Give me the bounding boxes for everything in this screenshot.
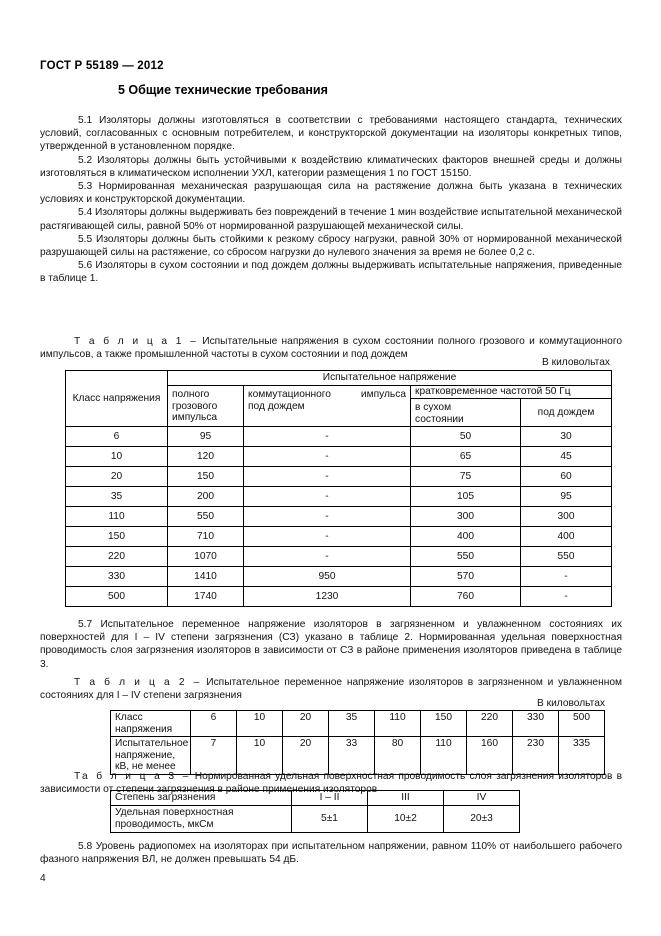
table1-header-switching-line1b: импульса	[360, 389, 406, 400]
cell-lightning: 710	[168, 527, 244, 547]
clause-5-4: 5.4 Изоляторы должны выдерживать без повреждений в течение 1 мин воздействие испытательной механической растягивающей силы, равной 50% от нормированной разрушающей механической силы.	[40, 207, 623, 232]
cell-value: 7	[191, 737, 237, 775]
clause-5-1: 5.1 Изоляторы должны изготовляться в соответствии с требованиями настоящего стандарта, технических условий, согласованных с основным потребителем, и конструкторской документации на изоляторы конкретных типов, утвержденной в установленном порядке.	[40, 115, 622, 153]
cell-lightning: 150	[168, 467, 244, 487]
cell-class: 500	[66, 587, 168, 607]
cell-lightning: 1070	[168, 547, 244, 567]
cell-rain: 60	[521, 467, 612, 487]
table-1	[65, 370, 612, 607]
cell-value: 6	[191, 711, 237, 737]
standard-header: ГОСТ Р 55189 — 2012	[40, 60, 164, 72]
cell-value: 80	[375, 737, 421, 775]
table-row	[66, 507, 612, 527]
table1-header-switching	[244, 386, 411, 427]
table1-header-lightning: полного грозового импульса	[168, 386, 244, 427]
table1-header-dry-line2: состоянии	[415, 413, 464, 425]
cell-value: 330	[513, 711, 559, 737]
table-row	[66, 467, 612, 487]
cell-dry: 300	[411, 507, 521, 527]
cell-value: 150	[421, 711, 467, 737]
cell-class: 150	[66, 527, 168, 547]
table1-caption-label: Т а б л и ц а 1 –	[74, 336, 198, 347]
table-row	[66, 447, 612, 467]
table1-units-note: В киловольтах	[541, 357, 610, 368]
table3-caption-label: Та б л и ц а 3 –	[74, 771, 191, 782]
cell-lightning: 95	[168, 427, 244, 447]
table-row	[66, 527, 612, 547]
cell-switching: -	[244, 467, 411, 487]
cell-rain: 95	[521, 487, 612, 507]
table2-units-note: В киловольтах	[536, 698, 605, 709]
table-2	[110, 710, 605, 775]
cell-value: 20	[283, 737, 329, 775]
cell-dry: 65	[411, 447, 521, 467]
cell-rain: -	[521, 567, 612, 587]
cell-rain: 550	[521, 547, 612, 567]
cell-switching: -	[244, 547, 411, 567]
cell-lightning: 120	[168, 447, 244, 467]
cell-value: 500	[559, 711, 605, 737]
cell-value: III	[368, 791, 444, 806]
table2-caption-label: Т а б л и ц а 2 –	[74, 677, 202, 688]
table-row	[111, 791, 520, 806]
table1-header-power-frequency: кратковременное частотой 50 Гц	[411, 386, 612, 399]
clause-5-6: 5.6 Изоляторы в сухом состоянии и под дождем должны выдерживать испытательные напряжения, приведенные в таблице 1.	[40, 260, 622, 285]
cell-switching: -	[244, 447, 411, 467]
table1-header-test-voltage: Испытательное напряжение	[168, 371, 612, 386]
table3-caption-text: Нормированная удельная поверхностная проводимость слоя загрязнения изоляторов в зависимости от степени загрязнения в районе применения изоляторов	[40, 771, 622, 796]
cell-switching: -	[244, 527, 411, 547]
table3-row-label-conductivity: Удельная поверхностная проводимость, мкСм	[111, 806, 292, 833]
cell-rain: 300	[521, 507, 612, 527]
table3-row-label-degree: Степень загрязнения	[111, 791, 292, 806]
cell-dry: 550	[411, 547, 521, 567]
cell-switching: 1230	[244, 587, 411, 607]
cell-rain: 400	[521, 527, 612, 547]
cell-value: IV	[444, 791, 520, 806]
cell-value: 10±2	[368, 806, 444, 833]
cell-switching: 950	[244, 567, 411, 587]
cell-class: 10	[66, 447, 168, 467]
cell-value: 20	[283, 711, 329, 737]
cell-lightning: 1410	[168, 567, 244, 587]
cell-lightning: 550	[168, 507, 244, 527]
table-row	[111, 737, 605, 775]
cell-class: 35	[66, 487, 168, 507]
cell-value: 5±1	[292, 806, 368, 833]
cell-switching: -	[244, 507, 411, 527]
table-row	[66, 487, 612, 507]
table2-caption-text: Испытательное переменное напряжение изоляторов в загрязненном и увлажненном состояниях для I – IV степени загрязнения	[40, 677, 623, 702]
table1-header-switching-line1a: коммутационного	[248, 389, 331, 400]
clauses-block-2	[40, 618, 622, 671]
table-row	[66, 567, 612, 587]
table1-header-switching-line2: под дождем	[248, 400, 305, 412]
cell-rain: 45	[521, 447, 612, 467]
table1-header-dry-state	[411, 399, 521, 427]
table1-header-row-group	[66, 371, 612, 386]
cell-class: 220	[66, 547, 168, 567]
table-row	[66, 427, 612, 447]
cell-switching: -	[244, 427, 411, 447]
cell-lightning: 200	[168, 487, 244, 507]
page-number: 4	[40, 873, 46, 884]
cell-value: 160	[467, 737, 513, 775]
table-3	[110, 790, 520, 833]
clauses-block-1	[40, 114, 622, 286]
cell-value: 20±3	[444, 806, 520, 833]
table-row	[66, 547, 612, 567]
cell-lightning: 1740	[168, 587, 244, 607]
table-row	[111, 711, 605, 737]
clause-5-3: 5.3 Нормированная механическая разрушающая сила на растяжение должна быть указана в технических условиях и конструкторской документации.	[40, 181, 622, 206]
cell-value: 35	[329, 711, 375, 737]
table1-header-class: Класс напряжения	[66, 371, 168, 427]
clause-5-5: 5.5 Изоляторы должны быть стойкими к резкому сбросу нагрузки, равной 30% от нормированной механической разрушающей силы на растяжение, со сбросом нагрузки до нулевого значения за время не более 0,2 с.	[40, 233, 622, 259]
cell-value: 230	[513, 737, 559, 775]
cell-value: 220	[467, 711, 513, 737]
table-row	[66, 587, 612, 607]
section-title: 5 Общие технические требования	[118, 83, 328, 97]
clause-5-2: 5.2 Изоляторы должны быть устойчивыми к воздействию климатических факторов внешней среды и должны изготовляться в климатическом исполнении УХЛ, категории размещения 1 по ГОСТ 15150.	[40, 154, 622, 179]
cell-class: 20	[66, 467, 168, 487]
cell-value: 10	[237, 737, 283, 775]
clauses-block-3	[40, 840, 622, 866]
cell-dry: 760	[411, 587, 521, 607]
cell-value: 335	[559, 737, 605, 775]
cell-value: 110	[375, 711, 421, 737]
cell-value: 33	[329, 737, 375, 775]
cell-dry: 75	[411, 467, 521, 487]
cell-rain: -	[521, 587, 612, 607]
clause-5-7: 5.7 Испытательное переменное напряжение изоляторов в загрязненном и увлажненном состояниях их поверхностей для I – IV степени загрязнения (СЗ) указано в таблице 2. Нормированная удельная поверхностная проводимость слоя загрязнения изоляторов в зависимости от СЗ в районе применения изоляторов приведена в таблице 3.	[40, 619, 622, 670]
table-row	[111, 806, 520, 833]
cell-rain: 30	[521, 427, 612, 447]
cell-dry: 400	[411, 527, 521, 547]
table2-row-label-voltage: Испытательное напряжение, кВ, не менее	[111, 737, 191, 775]
cell-switching: -	[244, 487, 411, 507]
table2-row-label-class: Класс напряжения	[111, 711, 191, 737]
cell-class: 110	[66, 507, 168, 527]
cell-value: 10	[237, 711, 283, 737]
cell-class: 6	[66, 427, 168, 447]
cell-dry: 50	[411, 427, 521, 447]
cell-dry: 105	[411, 487, 521, 507]
table1-header-dry-line1: в сухом	[415, 402, 452, 413]
cell-value: 110	[421, 737, 467, 775]
table1-caption-text: Испытательные напряжения в сухом состоянии полного грозового и коммутационного импульсов, а также промышленной частоты в сухом состоянии и под дождем	[40, 336, 623, 361]
cell-value: I – II	[292, 791, 368, 806]
table1-header-under-rain: под дождем	[521, 399, 612, 427]
cell-class: 330	[66, 567, 168, 587]
clause-5-8: 5.8 Уровень радиопомех на изоляторах при испытательном напряжении, равном 110% от наибольшего рабочего фазного напряжения ВЛ, не должен превышать 54 дБ.	[40, 841, 622, 866]
cell-dry: 570	[411, 567, 521, 587]
